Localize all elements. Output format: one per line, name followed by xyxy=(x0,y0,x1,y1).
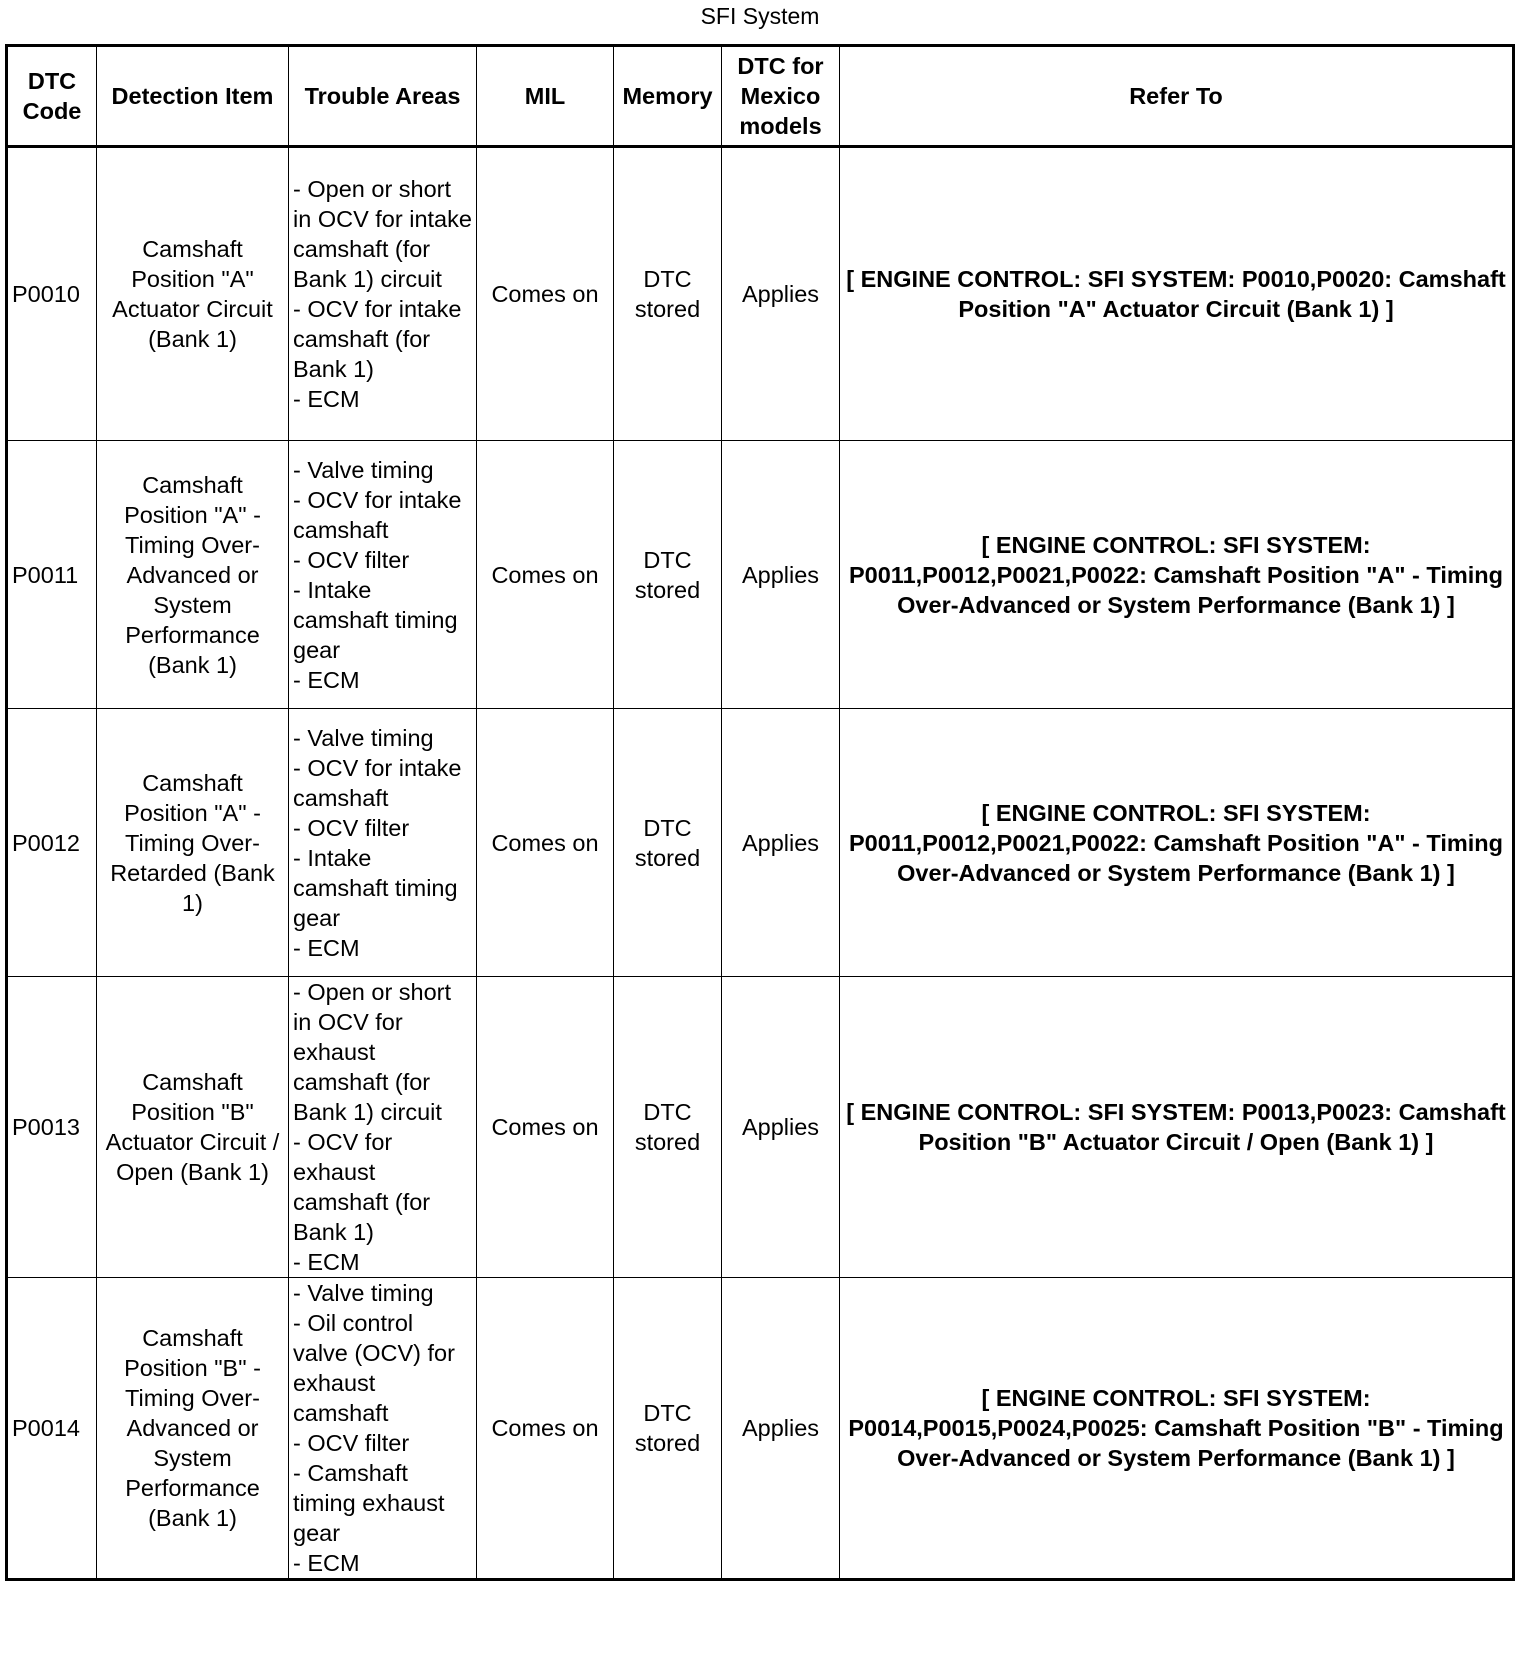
mexico-models-cell: Applies xyxy=(722,709,840,977)
trouble-area-item: - Open or short in OCV for intake camshaft (for Bank 1) circuit xyxy=(293,176,472,292)
header-trouble-areas: Trouble Areas xyxy=(289,46,477,147)
trouble-areas-cell xyxy=(289,977,477,1278)
header-dtc-code: DTC Code xyxy=(7,46,97,147)
trouble-area-item: - ECM xyxy=(293,1249,360,1275)
trouble-area-item: - OCV for intake camshaft xyxy=(293,486,462,543)
detection-item-cell: Camshaft Position "A" Actuator Circuit (Bank 1) xyxy=(97,147,289,441)
trouble-areas-cell xyxy=(289,709,477,977)
trouble-area-item: - Valve timing xyxy=(293,724,434,751)
dtc-code-cell: P0013 xyxy=(7,977,97,1278)
header-mexico-models: DTC for Mexico models xyxy=(722,46,840,147)
dtc-code-cell: P0011 xyxy=(7,441,97,709)
dtc-code-cell: P0010 xyxy=(7,147,97,441)
refer-to-link[interactable]: [ ENGINE CONTROL: SFI SYSTEM: P0014,P0015,P0024,P0025: Camshaft Position "B" - Timing Over-Advanced or System Performance (Bank 1) ] xyxy=(840,1278,1514,1580)
memory-cell: DTC stored xyxy=(614,977,722,1278)
table-row xyxy=(7,709,1514,977)
mexico-models-cell: Applies xyxy=(722,1278,840,1580)
dtc-code-cell: P0014 xyxy=(7,1278,97,1580)
refer-to-link[interactable]: [ ENGINE CONTROL: SFI SYSTEM: P0013,P0023: Camshaft Position "B" Actuator Circuit / Open (Bank 1) ] xyxy=(840,977,1514,1278)
dtc-code-cell: P0012 xyxy=(7,709,97,977)
detection-item-cell: Camshaft Position "A" - Timing Over-Retarded (Bank 1) xyxy=(97,709,289,977)
trouble-areas-cell xyxy=(289,147,477,441)
table-row xyxy=(7,441,1514,709)
refer-to-link[interactable]: [ ENGINE CONTROL: SFI SYSTEM: P0011,P0012,P0021,P0022: Camshaft Position "A" - Timing Over-Advanced or System Performance (Bank 1) ] xyxy=(840,709,1514,977)
detection-item-cell: Camshaft Position "B" Actuator Circuit / Open (Bank 1) xyxy=(97,977,289,1278)
trouble-area-item: - Open or short in OCV for exhaust camshaft (for Bank 1) circuit xyxy=(293,979,452,1125)
header-memory: Memory xyxy=(614,46,722,147)
trouble-areas-cell xyxy=(289,1278,477,1580)
detection-item-cell: Camshaft Position "A" - Timing Over-Advanced or System Performance (Bank 1) xyxy=(97,441,289,709)
trouble-area-item: - Valve timing xyxy=(293,1280,434,1306)
dtc-table xyxy=(5,44,1515,1581)
table-row xyxy=(7,1278,1514,1580)
memory-cell: DTC stored xyxy=(614,441,722,709)
trouble-area-item: - OCV filter xyxy=(293,546,410,573)
detection-item-cell: Camshaft Position "B" - Timing Over-Advanced or System Performance (Bank 1) xyxy=(97,1278,289,1580)
mexico-models-cell: Applies xyxy=(722,441,840,709)
trouble-area-item: - ECM xyxy=(293,934,360,961)
header-detection-item: Detection Item xyxy=(97,46,289,147)
trouble-area-item: - ECM xyxy=(293,1550,360,1576)
table-row xyxy=(7,147,1514,441)
trouble-areas-cell xyxy=(289,441,477,709)
trouble-area-item: - Intake camshaft timing gear xyxy=(293,844,458,931)
mil-cell: Comes on xyxy=(477,709,614,977)
trouble-area-item: - ECM xyxy=(293,666,360,693)
refer-to-link[interactable]: [ ENGINE CONTROL: SFI SYSTEM: P0011,P0012,P0021,P0022: Camshaft Position "A" - Timing Over-Advanced or System Performance (Bank 1) ] xyxy=(840,441,1514,709)
trouble-area-item: - OCV for intake camshaft xyxy=(293,754,462,811)
trouble-area-item: - OCV filter xyxy=(293,1430,410,1456)
memory-cell: DTC stored xyxy=(614,147,722,441)
trouble-area-item: - OCV for exhaust camshaft (for Bank 1) xyxy=(293,1129,431,1245)
trouble-area-item: - Intake camshaft timing gear xyxy=(293,576,458,663)
memory-cell: DTC stored xyxy=(614,709,722,977)
mil-cell: Comes on xyxy=(477,1278,614,1580)
memory-cell: DTC stored xyxy=(614,1278,722,1580)
mil-cell: Comes on xyxy=(477,977,614,1278)
table-row xyxy=(7,977,1514,1278)
mil-cell: Comes on xyxy=(477,441,614,709)
table-body xyxy=(7,147,1514,1580)
mexico-models-cell: Applies xyxy=(722,977,840,1278)
trouble-area-item: - Oil control valve (OCV) for exhaust camshaft xyxy=(293,1310,455,1426)
trouble-area-item: - ECM xyxy=(293,386,360,412)
trouble-area-item: - OCV filter xyxy=(293,814,410,841)
trouble-area-item: - Valve timing xyxy=(293,456,434,483)
trouble-area-item: - OCV for intake camshaft (for Bank 1) xyxy=(293,296,462,382)
page-title: SFI System xyxy=(700,3,820,29)
header-refer-to: Refer To xyxy=(840,46,1514,147)
trouble-area-item: - Camshaft timing exhaust gear xyxy=(293,1460,445,1546)
table-header-row xyxy=(7,46,1514,147)
refer-to-link[interactable]: [ ENGINE CONTROL: SFI SYSTEM: P0010,P0020: Camshaft Position "A" Actuator Circuit (Bank 1) ] xyxy=(840,147,1514,441)
mexico-models-cell: Applies xyxy=(722,147,840,441)
header-mil: MIL xyxy=(477,46,614,147)
mil-cell: Comes on xyxy=(477,147,614,441)
